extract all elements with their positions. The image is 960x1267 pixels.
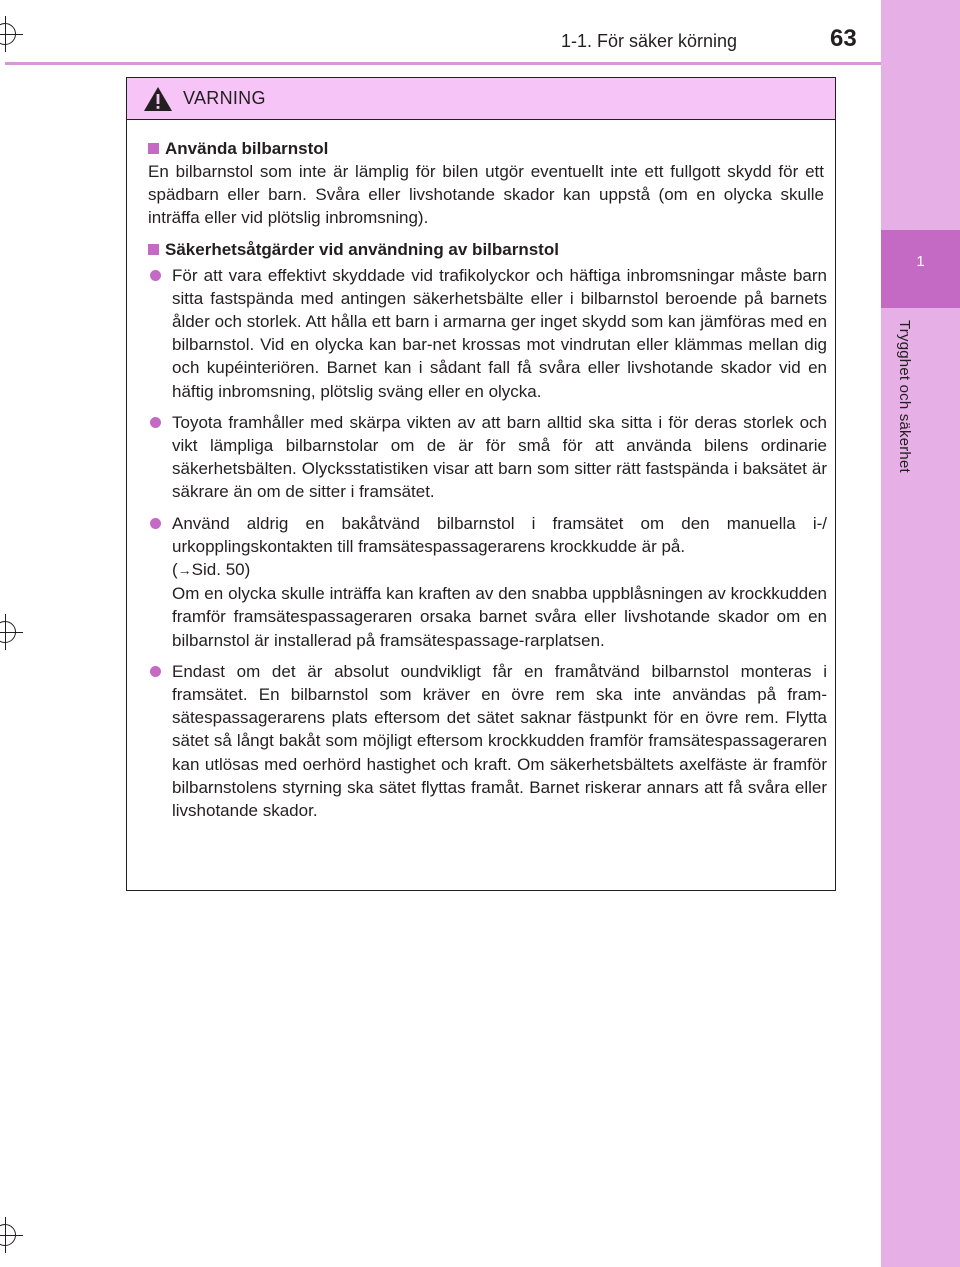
square-bullet-icon	[148, 143, 159, 154]
chapter-side-tab	[881, 0, 960, 1267]
warning-label: VARNING	[183, 88, 266, 108]
warning-header	[127, 78, 835, 120]
warning-triangle-icon	[143, 86, 173, 117]
crop-mark-icon	[0, 1224, 16, 1246]
warning-content	[127, 137, 837, 830]
circle-bullet-icon	[150, 417, 161, 428]
list-item-text: Endast om det är absolut oundvikligt får en framåtvänd bilbarnstol monteras i framsätet. En bilbarnstol som kräver en övre rem ska inte användas på fram-sätespassagerarens plats eftersom det sätet saknar fästpunkt för en övre rem. Flytta sätet så långt bakåt som möjligt eftersom krockkudden framför framsätespassageraren kan utlösas med oerhörd hastighet och kraft. Om säkerhetsbältets axelfäste är framför bilbarnstolens styrning ska sätet flyttas framåt. Barnet riskerar annars att få svåra eller livshotande skador.	[172, 661, 827, 821]
circle-bullet-icon	[150, 270, 161, 281]
page-reference-text: Sid. 50)	[191, 560, 251, 580]
warning-section	[127, 137, 837, 230]
list-item-extra-text: Om en olycka skulle inträffa kan kraften av den snabba uppblåsningen av krockkudden framför framsätespassageraren orsaka barnet svåra eller livshotande skador om en bilbarnstol är installerad på framsätespassage-rarplatsen.	[172, 584, 827, 650]
warning-section	[127, 238, 837, 823]
list-item-text: För att vara effektivt skyddade vid trafikolyckor och häftiga inbromsningar måste barn sitta fastspända med antingen säkerhetsbälte eller i bilbarnstol beroende på barnets ålder och storlek. Att hålla ett barn i armarna ger inget skydd som kan jämföras med en bilbarnstol. Vid en olycka kan bar-net krossas mot vindrutan eller klämmas mellan dig och kupéinteriören. Barnet kan i sådant fall få svåra eller livshotande skador vid en häftig inbromsning, plötslig sväng eller en olycka.	[172, 265, 827, 401]
list-item	[127, 411, 827, 504]
section-heading	[148, 137, 837, 160]
list-item	[127, 512, 827, 652]
page-reference	[172, 558, 827, 582]
arrow-right-icon: →	[177, 562, 192, 579]
section-heading	[148, 238, 837, 261]
section-heading-text: Använda bilbarnstol	[165, 139, 329, 158]
list-item	[127, 660, 827, 822]
section-text: En bilbarnstol som inte är lämplig för bilen utgör eventuellt inte ett fullgott skydd för ett spädbarn eller barn. Svåra eller livshotande skador kan uppstå (om en olycka skulle inträffa eller vid plötslig inbromsning).	[148, 162, 824, 228]
square-bullet-icon	[148, 244, 159, 255]
list-item-text: Använd aldrig en bakåtvänd bilbarnstol i framsätet om den manuella i-/ urkopplingskontakten till framsätespassagerarens krockkudde är på.	[172, 513, 827, 556]
chapter-title: Trygghet och säkerhet	[896, 320, 913, 473]
warning-box	[126, 77, 836, 891]
section-heading-text: Säkerhetsåtgärder vid användning av bilbarnstol	[165, 239, 559, 259]
circle-bullet-icon	[150, 518, 161, 529]
circle-bullet-icon	[150, 666, 161, 677]
page-number: 63	[830, 25, 857, 52]
paren-open: (	[172, 560, 178, 580]
section-title: 1-1. För säker körning	[561, 31, 738, 51]
list-item	[127, 264, 827, 403]
header-divider	[5, 62, 881, 65]
chapter-number: 1	[916, 253, 925, 270]
crop-mark-icon	[0, 621, 16, 643]
list-item-text: Toyota framhåller med skärpa vikten av att barn alltid ska sitta i för deras storlek och vikt lämpliga bilbarnstolar om de är för små för att använda bilens ordinarie säkerhetsbälten. Olycksstatistiken visar att barn som sitter rätt fastspända i baksätet är säkrare än om de sitter i framsätet.	[172, 412, 827, 502]
crop-mark-icon	[0, 23, 16, 45]
